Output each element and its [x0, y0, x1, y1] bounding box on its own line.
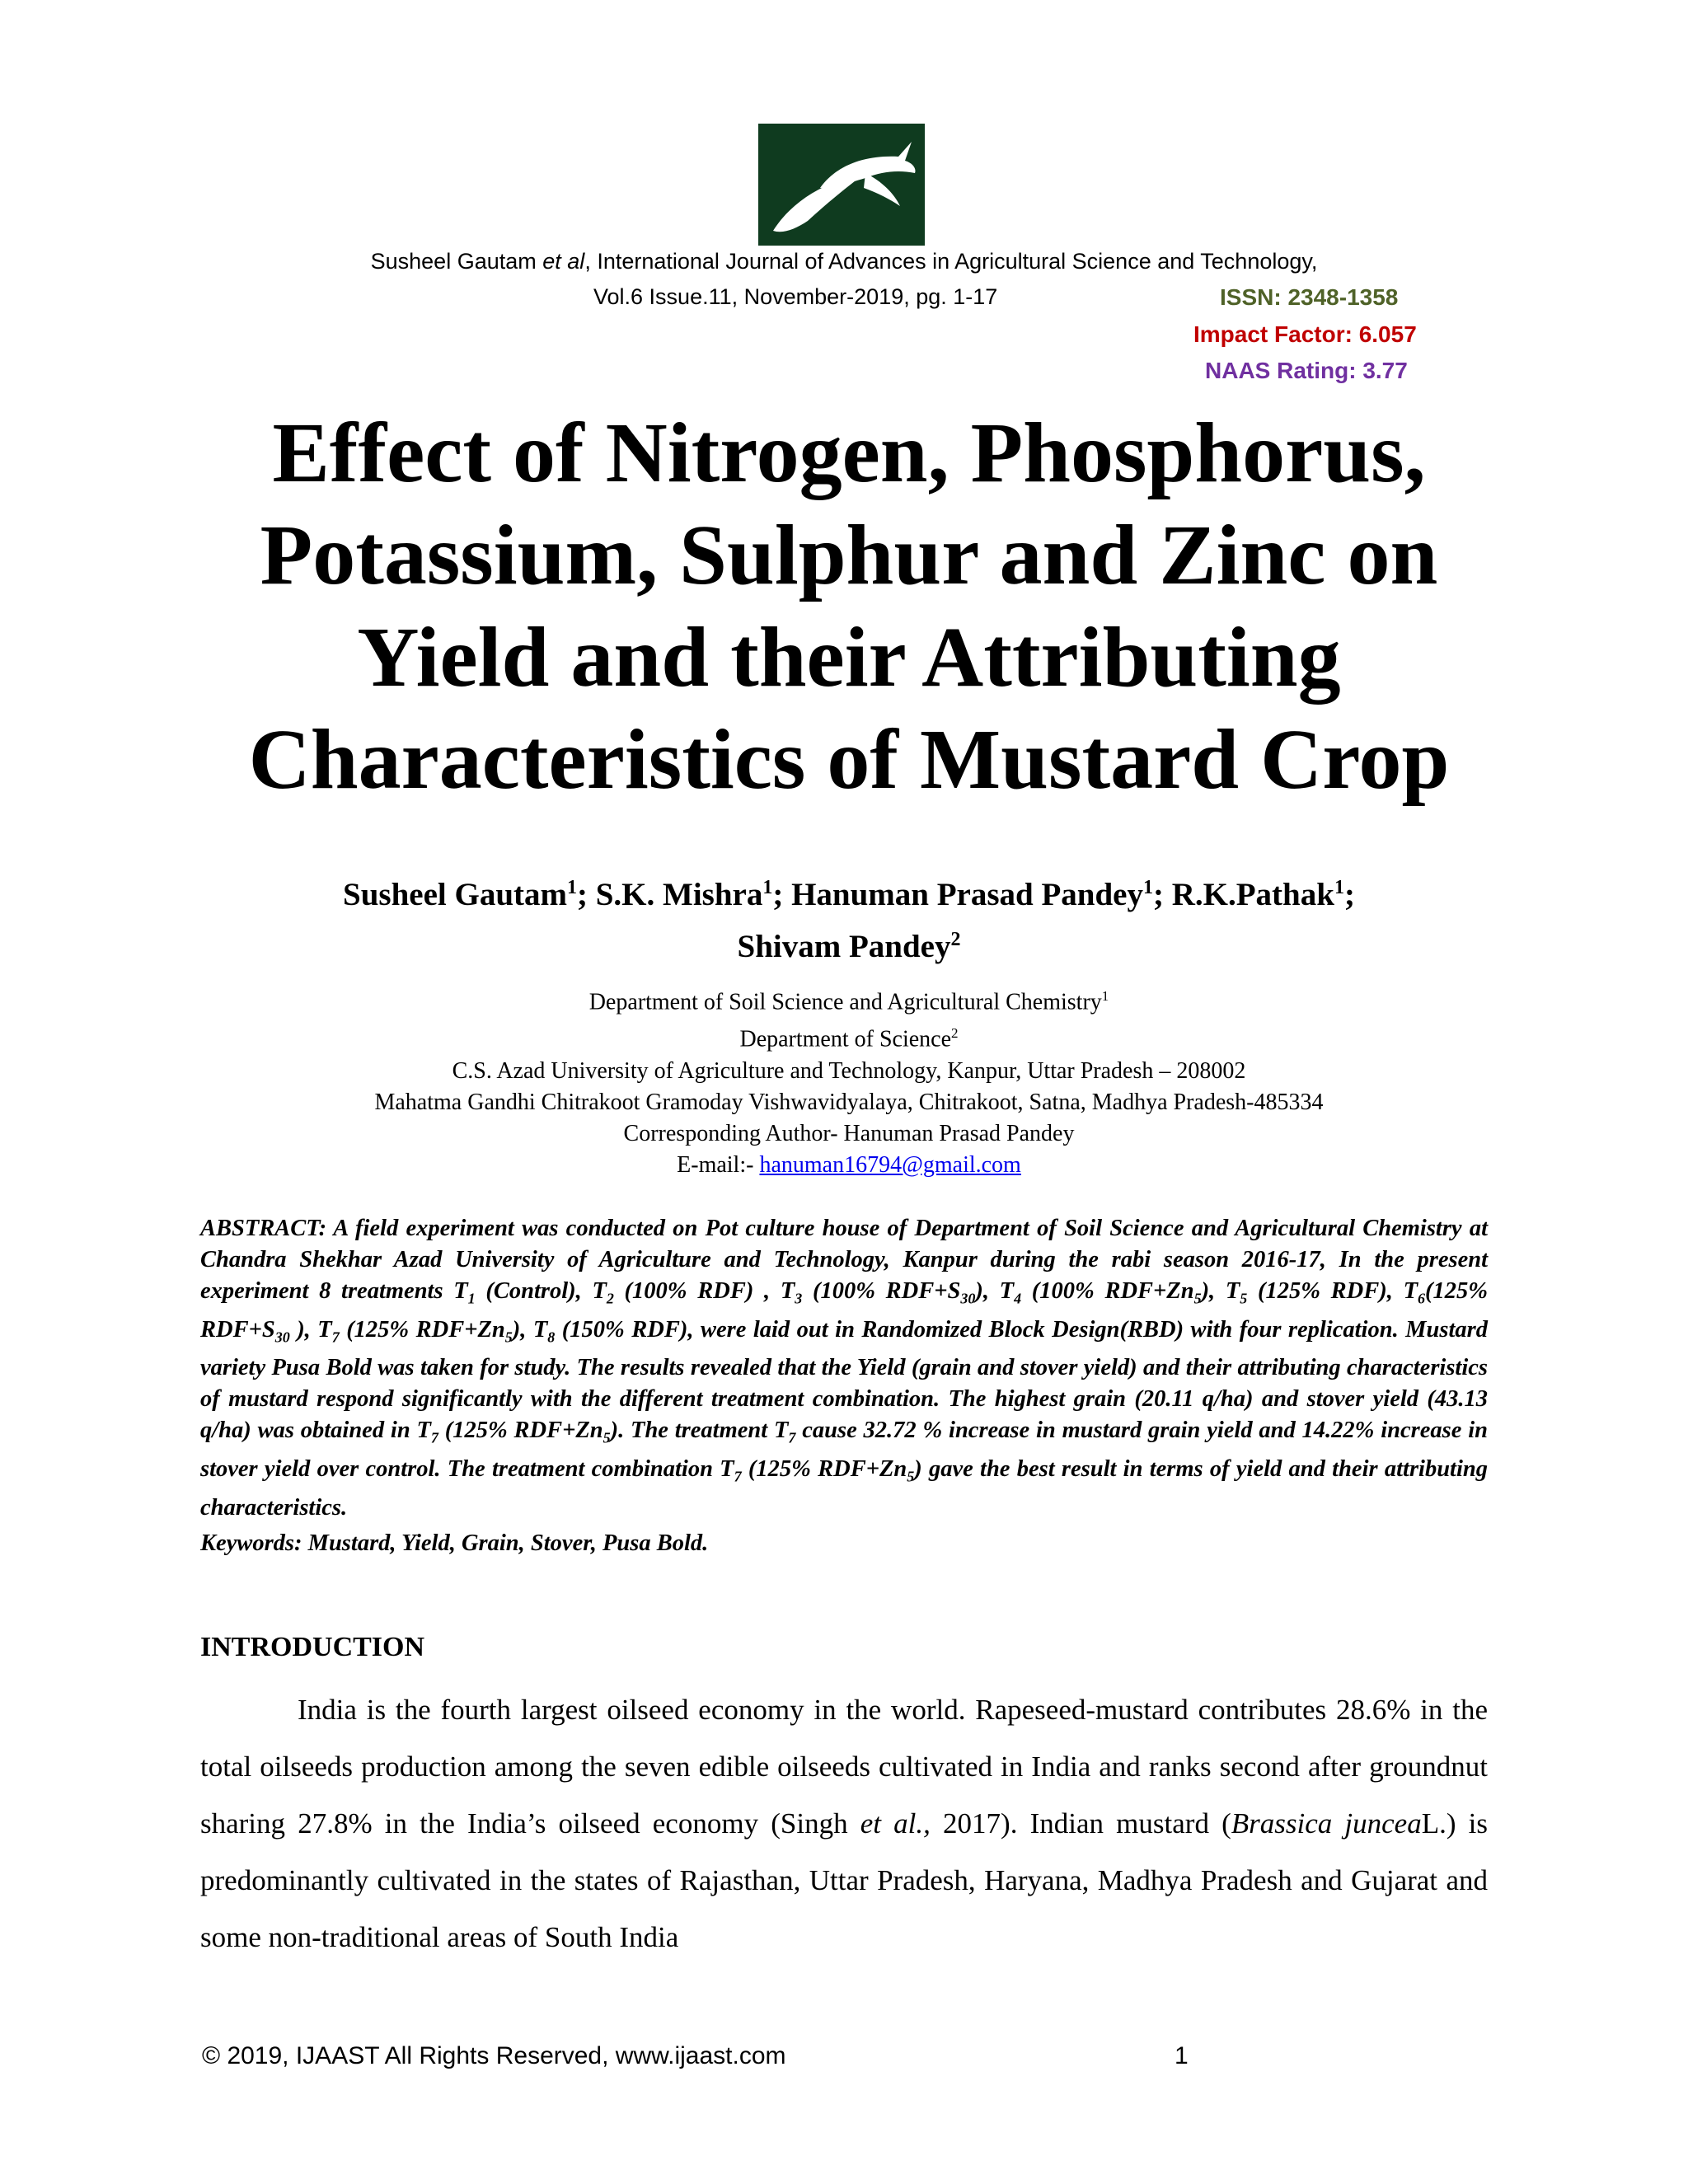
email-link[interactable]: hanuman16794@gmail.com	[759, 1151, 1021, 1178]
author-list: Susheel Gautam$^1$; S.K. Mishra$^1$; Hanuman Prasad Pandey$^1$; R.K.Pathak$^1$; Shivam Pandey$^2$	[343, 877, 1355, 964]
affiliations: Department of Soil Science and Agricultural Chemistry$^1$ Department of Science$^2$ C.S. Azad University of Agriculture and Technology, Kanpur, Uttar Pradesh – 208002 Mahatma Gandhi Chitrakoot Gramoday Vishwavidyalaya, Chitrakoot, Satna, Madhya Pradesh-485334 Corresponding Author- Hanuman Prasad Pandey E-mail:- hanuman16794@gmail.com	[374, 988, 1324, 1178]
naas-rating-label: NAAS Rating: 3.77	[1205, 358, 1408, 383]
issn-label: ISSN: 2348-1358	[1220, 284, 1399, 310]
journal-leaf-bird-logo-icon	[758, 124, 925, 246]
impact-factor-label: Impact Factor: 6.057	[1193, 321, 1417, 347]
running-header-citation: Susheel Gautam et al, International Journal of Advances in Agricultural Science and Technology,	[370, 249, 1318, 274]
paper-title: Effect of Nitrogen, Phosphorus, Potassium, Sulphur and Zinc on Yield and their Attributing Characteristics of Mustard Crop	[248, 405, 1450, 807]
introduction-paragraph: India is the fourth largest oilseed economy in the world. Rapeseed-mustard contributes 28.6% in the total oilseeds production among the seven edible oilseeds cultivated in India and ranks second after groundnut sharing 27.8% in the India’s oilseed economy (Singh et al., 2017). Indian mustard (Brassica junceaL.) is predominantly cultivated in the states of Rajasthan, Uttar Pradesh, Haryana, Madhya Pradesh and Gujarat and some non-traditional areas of South India	[200, 1694, 1489, 1953]
keywords-line: Keywords: Mustard, Yield, Grain, Stover, Pusa Bold.	[200, 1530, 709, 1556]
footer-copyright: © 2019, IJAAST All Rights Reserved, www.ijaast.com	[202, 2042, 786, 2069]
running-header-volume: Vol.6 Issue.11, November-2019, pg. 1-17	[593, 284, 998, 309]
abstract-text: ABSTRACT: A field experiment was conducted on Pot culture house of Department of Soil Science and Agricultural Chemistry at Chandra Shekhar Azad University of Agriculture and Technology, Kanpur during the rabi season 2016-17, In the present experiment 8 treatments $T_1$ (Control), $T_2$ (100% RDF) , $T_3$ (100% $RDF+S_{30}$), $T_4$ (100% $RDF+Zn_5$), $T_5$ (125% RDF), $T_6(125\%$ $RDF+S_{30}$ ), $T_7$ (125% $RDF+Zn_5$), $T_8$ (150% RDF), were laid out in Randomized Block Design(RBD) with four replication. Mustard variety Pusa Bold was taken for study. The results revealed that the Yield (grain and stover yield) and their attributing characteristics of mustard respond significantly with the different treatment combination. The highest grain (20.11 q/ha) and stover yield (43.13 q/ha) was obtained in $T_7$ (125% $RDF+Zn_5$). The treatment $T_7$ cause 32.72 % increase in mustard grain yield and 14.22% increase in stover yield over control. The treatment combination $T_7$ (125% $RDF+Zn_5$) gave the best result in terms of yield and their attributing characteristics.	[200, 1216, 1488, 1521]
introduction-heading: INTRODUCTION	[200, 1632, 425, 1662]
page-number: 1	[1175, 2042, 1189, 2069]
